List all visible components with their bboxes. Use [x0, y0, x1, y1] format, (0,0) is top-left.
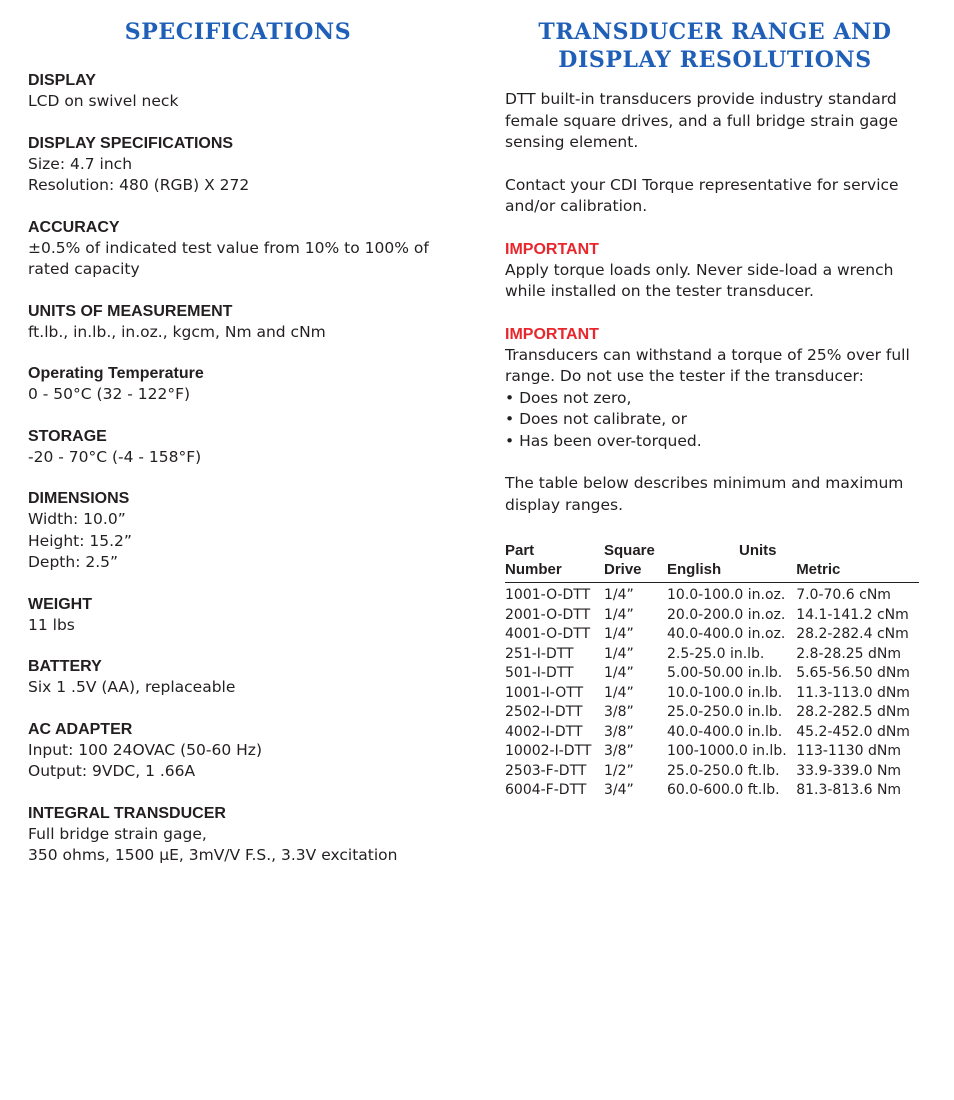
text-line: female square drives, and a full bridge strain gage	[505, 111, 899, 130]
english-range: 20.0-200.0 in.oz.	[667, 606, 786, 623]
metric-range: 33.9-339.0 Nm	[796, 762, 902, 779]
metric-range: 14.1-141.2 cNm	[796, 606, 909, 623]
table-intro-paragraph	[505, 473, 925, 516]
spec-value: 350 ohms, 1500 μE, 3mV/V F.S., 3.3V excitation	[28, 846, 398, 864]
transducer-description	[505, 89, 925, 537]
text-line: range. Do not use the tester if the transducer:	[505, 367, 864, 385]
title-line: TRANSDUCER RANGE AND	[538, 19, 892, 45]
square-drive: 1/4”	[604, 606, 634, 623]
spec-value: 0 - 50°C (32 - 122°F)	[28, 385, 191, 403]
title-line: DISPLAY RESOLUTIONS	[558, 47, 872, 73]
spec-heading: ACCURACY	[28, 218, 120, 236]
square-drive: 1/2”	[604, 762, 634, 779]
important-note-2	[505, 324, 925, 453]
specifications-title: SPECIFICATIONS	[124, 19, 352, 45]
important-note-1	[505, 239, 925, 303]
text-line: and/or calibration.	[505, 197, 648, 215]
table-row	[505, 742, 919, 762]
text-line: Apply torque loads only. Never side-load a wrench	[505, 260, 894, 279]
english-range: 2.5-25.0 in.lb.	[667, 645, 765, 662]
part-number: 2001-O-DTT	[505, 606, 591, 623]
english-range: 10.0-100.0 in.oz.	[667, 587, 786, 603]
transducer-range-table	[505, 541, 919, 801]
metric-range: 11.3-113.0 dNm	[796, 684, 910, 701]
spec-heading: DISPLAY	[28, 72, 96, 89]
square-drive: 1/4”	[604, 626, 634, 642]
part-number: 1001-O-DTT	[505, 587, 591, 603]
spec-value: Input: 100 24OVAC (50-60 Hz)	[28, 740, 262, 759]
header-number: Number	[505, 560, 604, 583]
spec-display-specifications	[28, 133, 448, 197]
english-range: 25.0-250.0 in.lb.	[667, 704, 783, 720]
part-number: 251-I-DTT	[505, 645, 574, 662]
text-line: DTT built-in transducers provide industry standard	[505, 90, 897, 108]
table-row	[505, 684, 919, 704]
header-units: Units	[739, 542, 777, 559]
metric-range: 2.8-28.25 dNm	[796, 645, 902, 662]
text-line: The table below describes minimum and maximum	[505, 474, 904, 492]
square-drive: 3/4”	[604, 782, 634, 798]
text-line: Contact your CDI Torque representative for service	[505, 175, 899, 194]
spec-value: Six 1 .5V (AA), replaceable	[28, 678, 236, 696]
metric-range: 113-1130 dNm	[796, 743, 902, 759]
metric-range: 5.65-56.50 dNm	[796, 665, 910, 681]
part-number: 6004-F-DTT	[505, 782, 587, 798]
header-metric: Metric	[796, 560, 919, 583]
part-number: 4002-I-DTT	[505, 723, 583, 740]
table-row	[505, 606, 919, 626]
table-row	[505, 723, 919, 743]
spec-value: ±0.5% of indicated test value from 10% to 100% of	[28, 238, 429, 257]
metric-range: 45.2-452.0 dNm	[796, 723, 910, 740]
spec-units-of-measurement	[28, 301, 448, 344]
spec-value: LCD on swivel neck	[28, 92, 179, 110]
english-range: 5.00-50.00 in.lb.	[667, 665, 783, 681]
header-english: English	[667, 560, 796, 583]
metric-range: 81.3-813.6 Nm	[796, 782, 902, 798]
text-line: sensing element.	[505, 133, 639, 151]
square-drive: 1/4”	[604, 684, 634, 701]
table-row	[505, 762, 919, 782]
spec-heading: DIMENSIONS	[28, 490, 130, 507]
spec-value: -20 - 70°C (-4 - 158°F)	[28, 447, 202, 466]
text-line: Transducers can withstand a torque of 25% over full	[505, 345, 910, 364]
metric-range: 28.2-282.4 cNm	[796, 626, 909, 642]
metric-range: 28.2-282.5 dNm	[796, 704, 910, 720]
english-range: 25.0-250.0 ft.lb.	[667, 762, 780, 779]
spec-value: rated capacity	[28, 260, 140, 278]
specifications-list	[28, 70, 448, 887]
spec-value: ft.lb., in.lb., in.oz., kgcm, Nm and cNm	[28, 322, 326, 341]
square-drive: 3/8”	[604, 743, 634, 759]
spec-value: 11 lbs	[28, 615, 75, 634]
table-row	[505, 625, 919, 645]
table-row	[505, 703, 919, 723]
table-row	[505, 664, 919, 684]
text-line: while installed on the tester transducer.	[505, 282, 814, 300]
part-number: 1001-I-OTT	[505, 684, 584, 701]
table-row	[505, 583, 919, 606]
part-number: 10002-I-DTT	[505, 743, 592, 759]
spec-heading: INTEGRAL TRANSDUCER	[28, 804, 226, 822]
part-number: 2503-F-DTT	[505, 762, 587, 779]
bullet-item: • Has been over-torqued.	[505, 431, 702, 450]
text-line: display ranges.	[505, 495, 624, 514]
metric-range: 7.0-70.6 cNm	[796, 587, 891, 603]
spec-heading: AC ADAPTER	[28, 720, 133, 738]
table-row	[505, 781, 919, 801]
spec-integral-transducer	[28, 803, 448, 867]
intro-paragraph	[505, 89, 925, 154]
spec-heading: WEIGHT	[28, 595, 92, 613]
spec-display	[28, 70, 448, 113]
spec-value: Size: 4.7 inch	[28, 154, 133, 173]
spec-value: Resolution: 480 (RGB) X 272	[28, 176, 250, 194]
square-drive: 3/8”	[604, 704, 634, 720]
bullet-item: • Does not zero,	[505, 388, 632, 407]
contact-paragraph	[505, 175, 925, 218]
english-range: 10.0-100.0 in.lb.	[667, 684, 783, 701]
spec-ac-adapter	[28, 719, 448, 783]
spec-storage	[28, 426, 448, 469]
spec-battery	[28, 656, 448, 699]
spec-heading: Operating Temperature	[28, 365, 204, 382]
english-range: 40.0-400.0 in.lb.	[667, 723, 783, 740]
spec-value: Full bridge strain gage,	[28, 824, 207, 843]
english-range: 60.0-600.0 ft.lb.	[667, 782, 780, 798]
spec-value: Width: 10.0”	[28, 510, 126, 528]
spec-operating-temperature	[28, 363, 448, 406]
english-range: 100-1000.0 in.lb.	[667, 743, 787, 759]
table-header-row	[505, 560, 919, 583]
square-drive: 1/4”	[604, 645, 634, 662]
spec-accuracy	[28, 217, 448, 281]
part-number: 4001-O-DTT	[505, 626, 591, 642]
header-square: Square	[604, 542, 655, 559]
part-number: 501-I-DTT	[505, 665, 574, 681]
transducer-range-title	[505, 18, 925, 74]
important-heading: IMPORTANT	[505, 325, 599, 343]
important-heading: IMPORTANT	[505, 240, 599, 258]
spec-heading: UNITS OF MEASUREMENT	[28, 302, 233, 320]
spec-weight	[28, 594, 448, 637]
table-header-row	[505, 541, 919, 560]
spec-value: Height: 15.2”	[28, 531, 132, 550]
english-range: 40.0-400.0 in.oz.	[667, 626, 786, 642]
table-row	[505, 645, 919, 665]
spec-value: Depth: 2.5”	[28, 553, 119, 571]
header-part: Part	[505, 542, 535, 559]
spec-heading: DISPLAY SPECIFICATIONS	[28, 134, 234, 152]
square-drive: 1/4”	[604, 665, 634, 681]
spec-heading: BATTERY	[28, 658, 102, 675]
spec-heading: STORAGE	[28, 427, 107, 445]
header-drive: Drive	[604, 560, 667, 583]
square-drive: 1/4”	[604, 587, 634, 603]
square-drive: 3/8”	[604, 723, 634, 740]
part-number: 2502-I-DTT	[505, 704, 583, 720]
spec-dimensions	[28, 488, 448, 574]
spec-value: Output: 9VDC, 1 .66A	[28, 762, 196, 780]
bullet-item: • Does not calibrate, or	[505, 410, 688, 428]
